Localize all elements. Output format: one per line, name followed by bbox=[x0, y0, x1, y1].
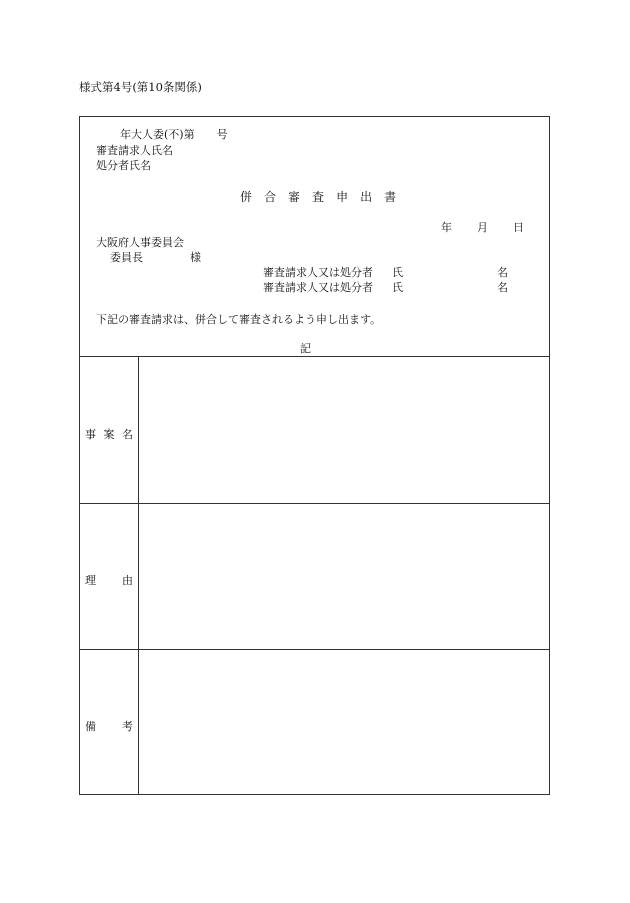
respondent-name-label: 処分者氏名 bbox=[96, 159, 151, 172]
row-label-char: 備 bbox=[85, 720, 96, 733]
title-char: 出 bbox=[360, 190, 373, 204]
addressee-org: 大阪府人事委員会 bbox=[96, 236, 184, 249]
title-char: 書 bbox=[384, 190, 397, 204]
signatory-2-given-name: 名 bbox=[497, 281, 508, 294]
requester-name-label: 審査請求人氏名 bbox=[96, 144, 173, 157]
row-label-char: 名 bbox=[122, 428, 133, 441]
remarks-field[interactable] bbox=[139, 650, 549, 794]
title-char: 併 bbox=[240, 190, 253, 204]
row-label-char: 案 bbox=[103, 428, 115, 441]
signatory-2-label: 審査請求人又は処分者 bbox=[263, 281, 373, 294]
application-form-frame bbox=[79, 116, 550, 795]
form-number-label: 様式第4号(第10条関係) bbox=[79, 80, 202, 94]
ki-heading: 記 bbox=[300, 342, 311, 355]
date-day-label: 日 bbox=[513, 221, 524, 234]
row-label-char: 理 bbox=[85, 574, 96, 587]
title-char: 審 bbox=[288, 190, 301, 204]
reason-field[interactable] bbox=[139, 504, 549, 648]
document-title bbox=[240, 191, 396, 203]
row-label-char: 事 bbox=[85, 428, 96, 441]
signatory-1-family-name: 氏 bbox=[392, 266, 403, 279]
date-year-label: 年 bbox=[441, 221, 452, 234]
row-label-case-name bbox=[80, 426, 138, 442]
title-char: 査 bbox=[312, 190, 325, 204]
row-label-reason bbox=[80, 572, 138, 588]
title-char: 申 bbox=[336, 190, 349, 204]
row-label-char: 由 bbox=[122, 574, 133, 587]
row-label-char: 考 bbox=[122, 720, 133, 733]
signatory-1-label: 審査請求人又は処分者 bbox=[263, 266, 373, 279]
row-label-remarks bbox=[80, 718, 138, 734]
case-name-field[interactable] bbox=[139, 357, 549, 502]
addressee-chair: 委員長 bbox=[110, 251, 143, 264]
case-number-line: 年大人委(不)第 号 bbox=[120, 128, 228, 141]
addressee-honorific: 様 bbox=[190, 251, 201, 264]
signatory-2-family-name: 氏 bbox=[392, 281, 403, 294]
date-month-label: 月 bbox=[477, 221, 488, 234]
request-statement: 下記の審査請求は、併合して審査されるよう申し出ます。 bbox=[96, 313, 382, 326]
title-char: 合 bbox=[264, 190, 277, 204]
signatory-1-given-name: 名 bbox=[497, 266, 508, 279]
